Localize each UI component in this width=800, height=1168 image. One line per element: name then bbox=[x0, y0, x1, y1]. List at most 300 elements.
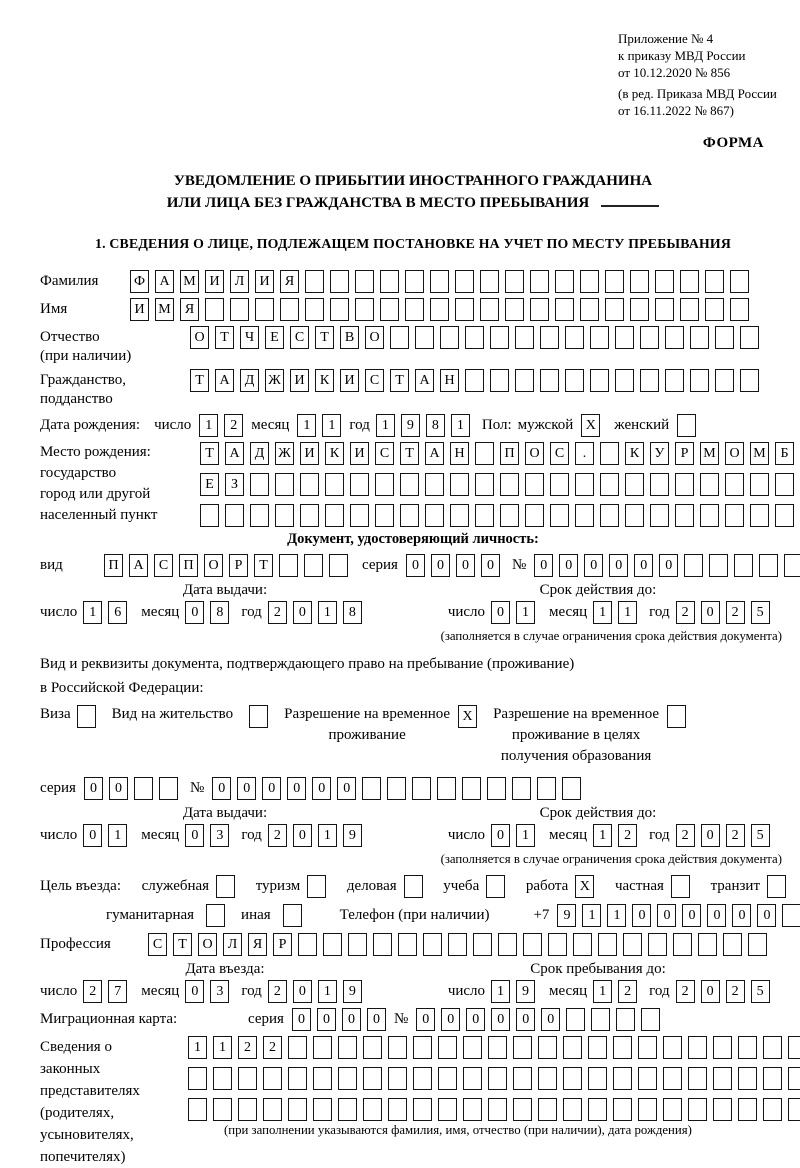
char-box[interactable]: Р bbox=[273, 933, 292, 956]
char-box[interactable]: 0 bbox=[559, 554, 578, 577]
char-box[interactable] bbox=[590, 369, 609, 392]
checkbox[interactable]: X bbox=[458, 705, 477, 728]
char-box[interactable] bbox=[750, 504, 769, 527]
char-box[interactable]: И bbox=[290, 369, 309, 392]
char-box[interactable]: 0 bbox=[293, 824, 312, 847]
char-box[interactable]: Н bbox=[440, 369, 459, 392]
char-box[interactable] bbox=[463, 1098, 482, 1121]
char-box[interactable] bbox=[734, 554, 753, 577]
char-box[interactable] bbox=[580, 270, 599, 293]
char-box[interactable]: 0 bbox=[632, 904, 651, 927]
char-box[interactable] bbox=[565, 369, 584, 392]
char-box[interactable] bbox=[538, 1036, 557, 1059]
char-box[interactable]: Д bbox=[240, 369, 259, 392]
char-box[interactable] bbox=[363, 1067, 382, 1090]
char-box[interactable]: И bbox=[350, 442, 369, 465]
char-box[interactable] bbox=[298, 933, 317, 956]
char-box[interactable]: 0 bbox=[584, 554, 603, 577]
char-box[interactable]: 0 bbox=[83, 824, 102, 847]
char-box[interactable]: 5 bbox=[751, 601, 770, 624]
char-box[interactable]: 0 bbox=[342, 1008, 361, 1031]
char-box[interactable]: 1 bbox=[516, 601, 535, 624]
char-box[interactable]: О bbox=[204, 554, 223, 577]
char-box[interactable] bbox=[275, 504, 294, 527]
char-box[interactable]: 0 bbox=[534, 554, 553, 577]
char-box[interactable] bbox=[537, 777, 556, 800]
char-box[interactable]: 0 bbox=[185, 980, 204, 1003]
char-box[interactable] bbox=[375, 473, 394, 496]
char-box[interactable] bbox=[715, 369, 734, 392]
char-box[interactable] bbox=[630, 298, 649, 321]
char-box[interactable]: 1 bbox=[322, 414, 341, 437]
char-box[interactable] bbox=[330, 298, 349, 321]
char-box[interactable] bbox=[475, 504, 494, 527]
char-box[interactable]: Ф bbox=[130, 270, 149, 293]
char-box[interactable] bbox=[413, 1067, 432, 1090]
char-box[interactable] bbox=[640, 369, 659, 392]
char-box[interactable] bbox=[305, 270, 324, 293]
char-box[interactable]: 5 bbox=[751, 980, 770, 1003]
char-box[interactable] bbox=[588, 1036, 607, 1059]
char-box[interactable]: 0 bbox=[293, 980, 312, 1003]
char-box[interactable] bbox=[450, 473, 469, 496]
char-box[interactable]: 2 bbox=[676, 601, 695, 624]
char-box[interactable]: К bbox=[325, 442, 344, 465]
char-box[interactable] bbox=[338, 1098, 357, 1121]
checkbox[interactable] bbox=[671, 875, 690, 898]
char-box[interactable]: С bbox=[375, 442, 394, 465]
char-box[interactable]: 0 bbox=[657, 904, 676, 927]
char-box[interactable] bbox=[480, 298, 499, 321]
char-box[interactable] bbox=[250, 504, 269, 527]
char-box[interactable] bbox=[663, 1098, 682, 1121]
char-box[interactable]: О bbox=[198, 933, 217, 956]
char-box[interactable] bbox=[738, 1036, 757, 1059]
char-box[interactable] bbox=[548, 933, 567, 956]
char-box[interactable] bbox=[488, 1098, 507, 1121]
char-box[interactable]: И bbox=[255, 270, 274, 293]
char-box[interactable] bbox=[723, 933, 742, 956]
char-box[interactable]: Т bbox=[254, 554, 273, 577]
char-box[interactable]: К bbox=[625, 442, 644, 465]
char-box[interactable]: В bbox=[340, 326, 359, 349]
char-box[interactable] bbox=[448, 933, 467, 956]
char-box[interactable]: 0 bbox=[84, 777, 103, 800]
char-box[interactable] bbox=[388, 1067, 407, 1090]
char-box[interactable] bbox=[488, 1036, 507, 1059]
char-box[interactable]: Т bbox=[200, 442, 219, 465]
char-box[interactable] bbox=[575, 473, 594, 496]
char-box[interactable] bbox=[388, 1098, 407, 1121]
char-box[interactable] bbox=[400, 473, 419, 496]
char-box[interactable] bbox=[500, 504, 519, 527]
char-box[interactable] bbox=[280, 298, 299, 321]
char-box[interactable]: 1 bbox=[213, 1036, 232, 1059]
char-box[interactable] bbox=[665, 369, 684, 392]
char-box[interactable] bbox=[338, 1036, 357, 1059]
char-box[interactable]: 2 bbox=[726, 601, 745, 624]
char-box[interactable] bbox=[625, 504, 644, 527]
char-box[interactable]: 0 bbox=[466, 1008, 485, 1031]
char-box[interactable] bbox=[705, 270, 724, 293]
char-box[interactable] bbox=[725, 473, 744, 496]
char-box[interactable] bbox=[675, 504, 694, 527]
char-box[interactable]: П bbox=[500, 442, 519, 465]
char-box[interactable]: 8 bbox=[343, 601, 362, 624]
char-box[interactable] bbox=[688, 1036, 707, 1059]
char-box[interactable]: 0 bbox=[634, 554, 653, 577]
char-box[interactable] bbox=[330, 270, 349, 293]
char-box[interactable]: О bbox=[365, 326, 384, 349]
char-box[interactable] bbox=[788, 1098, 800, 1121]
char-box[interactable] bbox=[430, 270, 449, 293]
char-box[interactable] bbox=[640, 326, 659, 349]
char-box[interactable]: О bbox=[525, 442, 544, 465]
char-box[interactable]: 1 bbox=[318, 824, 337, 847]
char-box[interactable]: 2 bbox=[618, 980, 637, 1003]
char-box[interactable] bbox=[398, 933, 417, 956]
char-box[interactable] bbox=[600, 473, 619, 496]
char-box[interactable] bbox=[590, 326, 609, 349]
char-box[interactable] bbox=[505, 298, 524, 321]
char-box[interactable] bbox=[605, 298, 624, 321]
char-box[interactable] bbox=[573, 933, 592, 956]
char-box[interactable] bbox=[213, 1098, 232, 1121]
char-box[interactable] bbox=[763, 1098, 782, 1121]
char-box[interactable]: 0 bbox=[212, 777, 231, 800]
char-box[interactable]: 0 bbox=[292, 1008, 311, 1031]
char-box[interactable]: Б bbox=[775, 442, 794, 465]
char-box[interactable] bbox=[313, 1067, 332, 1090]
char-box[interactable] bbox=[390, 326, 409, 349]
char-box[interactable] bbox=[515, 326, 534, 349]
char-box[interactable] bbox=[690, 326, 709, 349]
char-box[interactable] bbox=[438, 1036, 457, 1059]
char-box[interactable] bbox=[373, 933, 392, 956]
char-box[interactable] bbox=[600, 504, 619, 527]
char-box[interactable]: 1 bbox=[582, 904, 601, 927]
char-box[interactable] bbox=[475, 442, 494, 465]
char-box[interactable]: 0 bbox=[367, 1008, 386, 1031]
char-box[interactable] bbox=[575, 504, 594, 527]
char-box[interactable] bbox=[555, 298, 574, 321]
char-box[interactable] bbox=[323, 933, 342, 956]
checkbox[interactable]: X bbox=[575, 875, 594, 898]
char-box[interactable] bbox=[490, 369, 509, 392]
char-box[interactable] bbox=[782, 904, 800, 927]
char-box[interactable] bbox=[655, 270, 674, 293]
char-box[interactable] bbox=[513, 1036, 532, 1059]
char-box[interactable] bbox=[738, 1067, 757, 1090]
char-box[interactable]: 0 bbox=[185, 824, 204, 847]
char-box[interactable] bbox=[550, 473, 569, 496]
char-box[interactable] bbox=[463, 1067, 482, 1090]
char-box[interactable]: 0 bbox=[481, 554, 500, 577]
char-box[interactable]: 0 bbox=[337, 777, 356, 800]
char-box[interactable] bbox=[638, 1036, 657, 1059]
char-box[interactable] bbox=[440, 326, 459, 349]
char-box[interactable]: 0 bbox=[541, 1008, 560, 1031]
char-box[interactable]: А bbox=[155, 270, 174, 293]
char-box[interactable] bbox=[350, 504, 369, 527]
char-box[interactable] bbox=[487, 777, 506, 800]
char-box[interactable]: А bbox=[215, 369, 234, 392]
char-box[interactable] bbox=[690, 369, 709, 392]
char-box[interactable] bbox=[355, 298, 374, 321]
char-box[interactable] bbox=[362, 777, 381, 800]
char-box[interactable]: 0 bbox=[707, 904, 726, 927]
char-box[interactable]: 6 bbox=[108, 601, 127, 624]
char-box[interactable] bbox=[513, 1067, 532, 1090]
checkbox[interactable] bbox=[677, 414, 696, 437]
char-box[interactable]: 0 bbox=[312, 777, 331, 800]
char-box[interactable]: 0 bbox=[262, 777, 281, 800]
char-box[interactable] bbox=[415, 326, 434, 349]
char-box[interactable] bbox=[598, 933, 617, 956]
char-box[interactable]: 2 bbox=[224, 414, 243, 437]
char-box[interactable] bbox=[325, 504, 344, 527]
char-box[interactable] bbox=[498, 933, 517, 956]
char-box[interactable]: 2 bbox=[726, 824, 745, 847]
checkbox[interactable] bbox=[404, 875, 423, 898]
char-box[interactable]: С bbox=[550, 442, 569, 465]
char-box[interactable] bbox=[538, 1098, 557, 1121]
char-box[interactable] bbox=[688, 1098, 707, 1121]
char-box[interactable]: Я bbox=[280, 270, 299, 293]
char-box[interactable]: А bbox=[129, 554, 148, 577]
char-box[interactable] bbox=[630, 270, 649, 293]
char-box[interactable] bbox=[759, 554, 778, 577]
char-box[interactable] bbox=[512, 777, 531, 800]
char-box[interactable]: К bbox=[315, 369, 334, 392]
char-box[interactable] bbox=[673, 933, 692, 956]
char-box[interactable]: 0 bbox=[441, 1008, 460, 1031]
char-box[interactable]: 2 bbox=[263, 1036, 282, 1059]
char-box[interactable] bbox=[305, 298, 324, 321]
char-box[interactable] bbox=[455, 298, 474, 321]
char-box[interactable] bbox=[437, 777, 456, 800]
char-box[interactable] bbox=[188, 1067, 207, 1090]
char-box[interactable] bbox=[763, 1036, 782, 1059]
char-box[interactable]: 2 bbox=[676, 980, 695, 1003]
char-box[interactable] bbox=[738, 1098, 757, 1121]
char-box[interactable]: 3 bbox=[210, 980, 229, 1003]
char-box[interactable] bbox=[329, 554, 348, 577]
char-box[interactable] bbox=[388, 1036, 407, 1059]
char-box[interactable] bbox=[275, 473, 294, 496]
char-box[interactable] bbox=[515, 369, 534, 392]
char-box[interactable] bbox=[740, 369, 759, 392]
char-box[interactable]: 0 bbox=[682, 904, 701, 927]
char-box[interactable] bbox=[363, 1098, 382, 1121]
char-box[interactable]: М bbox=[750, 442, 769, 465]
char-box[interactable] bbox=[423, 933, 442, 956]
char-box[interactable] bbox=[638, 1098, 657, 1121]
char-box[interactable] bbox=[700, 504, 719, 527]
char-box[interactable] bbox=[700, 473, 719, 496]
char-box[interactable] bbox=[488, 1067, 507, 1090]
char-box[interactable]: 0 bbox=[659, 554, 678, 577]
char-box[interactable]: Т bbox=[390, 369, 409, 392]
checkbox[interactable] bbox=[307, 875, 326, 898]
char-box[interactable]: 0 bbox=[416, 1008, 435, 1031]
char-box[interactable] bbox=[725, 504, 744, 527]
char-box[interactable]: 7 bbox=[108, 980, 127, 1003]
char-box[interactable]: 0 bbox=[317, 1008, 336, 1031]
checkbox[interactable] bbox=[216, 875, 235, 898]
char-box[interactable] bbox=[615, 369, 634, 392]
char-box[interactable]: И bbox=[340, 369, 359, 392]
char-box[interactable] bbox=[350, 473, 369, 496]
char-box[interactable] bbox=[784, 554, 800, 577]
char-box[interactable] bbox=[705, 298, 724, 321]
char-box[interactable]: И bbox=[205, 270, 224, 293]
char-box[interactable] bbox=[623, 933, 642, 956]
char-box[interactable] bbox=[688, 1067, 707, 1090]
char-box[interactable]: Т bbox=[315, 326, 334, 349]
char-box[interactable] bbox=[563, 1098, 582, 1121]
char-box[interactable]: 2 bbox=[618, 824, 637, 847]
char-box[interactable] bbox=[462, 777, 481, 800]
char-box[interactable]: О bbox=[725, 442, 744, 465]
char-box[interactable] bbox=[748, 933, 767, 956]
char-box[interactable] bbox=[730, 270, 749, 293]
char-box[interactable] bbox=[715, 326, 734, 349]
char-box[interactable] bbox=[490, 326, 509, 349]
char-box[interactable] bbox=[588, 1098, 607, 1121]
char-box[interactable]: 9 bbox=[343, 824, 362, 847]
char-box[interactable] bbox=[525, 473, 544, 496]
char-box[interactable]: 0 bbox=[456, 554, 475, 577]
char-box[interactable]: 2 bbox=[268, 824, 287, 847]
char-box[interactable] bbox=[438, 1098, 457, 1121]
char-box[interactable] bbox=[555, 270, 574, 293]
char-box[interactable]: Л bbox=[230, 270, 249, 293]
char-box[interactable] bbox=[648, 933, 667, 956]
char-box[interactable]: 0 bbox=[757, 904, 776, 927]
char-box[interactable] bbox=[615, 326, 634, 349]
char-box[interactable]: 1 bbox=[188, 1036, 207, 1059]
char-box[interactable] bbox=[713, 1067, 732, 1090]
char-box[interactable]: 1 bbox=[491, 980, 510, 1003]
char-box[interactable] bbox=[775, 473, 794, 496]
char-box[interactable] bbox=[363, 1036, 382, 1059]
char-box[interactable] bbox=[650, 504, 669, 527]
char-box[interactable]: Т bbox=[190, 369, 209, 392]
char-box[interactable] bbox=[613, 1098, 632, 1121]
char-box[interactable]: . bbox=[575, 442, 594, 465]
char-box[interactable] bbox=[562, 777, 581, 800]
char-box[interactable]: 2 bbox=[268, 980, 287, 1003]
checkbox[interactable] bbox=[767, 875, 786, 898]
char-box[interactable]: 0 bbox=[287, 777, 306, 800]
char-box[interactable]: 1 bbox=[83, 601, 102, 624]
char-box[interactable] bbox=[665, 326, 684, 349]
char-box[interactable]: 0 bbox=[516, 1008, 535, 1031]
char-box[interactable]: 9 bbox=[343, 980, 362, 1003]
char-box[interactable] bbox=[238, 1067, 257, 1090]
char-box[interactable] bbox=[438, 1067, 457, 1090]
char-box[interactable] bbox=[473, 933, 492, 956]
char-box[interactable]: Ч bbox=[240, 326, 259, 349]
char-box[interactable]: 0 bbox=[185, 601, 204, 624]
char-box[interactable]: 0 bbox=[701, 824, 720, 847]
char-box[interactable] bbox=[412, 777, 431, 800]
char-box[interactable] bbox=[450, 504, 469, 527]
checkbox[interactable] bbox=[667, 705, 686, 728]
char-box[interactable] bbox=[638, 1067, 657, 1090]
char-box[interactable] bbox=[413, 1098, 432, 1121]
char-box[interactable]: Т bbox=[215, 326, 234, 349]
char-box[interactable] bbox=[740, 326, 759, 349]
char-box[interactable]: 1 bbox=[593, 824, 612, 847]
char-box[interactable]: 1 bbox=[607, 904, 626, 927]
char-box[interactable] bbox=[405, 270, 424, 293]
char-box[interactable] bbox=[425, 504, 444, 527]
char-box[interactable] bbox=[588, 1067, 607, 1090]
char-box[interactable]: 0 bbox=[406, 554, 425, 577]
char-box[interactable] bbox=[788, 1036, 800, 1059]
char-box[interactable] bbox=[680, 270, 699, 293]
char-box[interactable]: 9 bbox=[557, 904, 576, 927]
char-box[interactable]: 0 bbox=[491, 1008, 510, 1031]
char-box[interactable]: Я bbox=[180, 298, 199, 321]
char-box[interactable]: З bbox=[225, 473, 244, 496]
char-box[interactable] bbox=[405, 298, 424, 321]
char-box[interactable] bbox=[400, 504, 419, 527]
char-box[interactable] bbox=[313, 1036, 332, 1059]
char-box[interactable]: Е bbox=[200, 473, 219, 496]
char-box[interactable] bbox=[134, 777, 153, 800]
char-box[interactable]: 0 bbox=[431, 554, 450, 577]
char-box[interactable] bbox=[655, 298, 674, 321]
char-box[interactable]: 0 bbox=[701, 980, 720, 1003]
char-box[interactable] bbox=[650, 473, 669, 496]
char-box[interactable]: И bbox=[130, 298, 149, 321]
char-box[interactable]: 2 bbox=[83, 980, 102, 1003]
char-box[interactable]: Д bbox=[250, 442, 269, 465]
char-box[interactable] bbox=[605, 270, 624, 293]
checkbox[interactable] bbox=[249, 705, 268, 728]
char-box[interactable] bbox=[538, 1067, 557, 1090]
char-box[interactable] bbox=[463, 1036, 482, 1059]
checkbox[interactable] bbox=[206, 904, 225, 927]
char-box[interactable] bbox=[775, 504, 794, 527]
char-box[interactable] bbox=[566, 1008, 585, 1031]
char-box[interactable] bbox=[288, 1036, 307, 1059]
char-box[interactable] bbox=[255, 298, 274, 321]
char-box[interactable] bbox=[300, 504, 319, 527]
char-box[interactable]: 1 bbox=[516, 824, 535, 847]
char-box[interactable] bbox=[263, 1098, 282, 1121]
char-box[interactable]: 0 bbox=[609, 554, 628, 577]
char-box[interactable] bbox=[380, 298, 399, 321]
char-box[interactable]: А bbox=[415, 369, 434, 392]
char-box[interactable]: И bbox=[300, 442, 319, 465]
char-box[interactable] bbox=[465, 369, 484, 392]
char-box[interactable] bbox=[387, 777, 406, 800]
char-box[interactable] bbox=[750, 473, 769, 496]
char-box[interactable] bbox=[338, 1067, 357, 1090]
char-box[interactable] bbox=[675, 473, 694, 496]
char-box[interactable] bbox=[763, 1067, 782, 1090]
char-box[interactable]: 8 bbox=[426, 414, 445, 437]
char-box[interactable]: 2 bbox=[676, 824, 695, 847]
char-box[interactable] bbox=[430, 298, 449, 321]
char-box[interactable]: У bbox=[650, 442, 669, 465]
char-box[interactable] bbox=[425, 473, 444, 496]
char-box[interactable]: Т bbox=[400, 442, 419, 465]
